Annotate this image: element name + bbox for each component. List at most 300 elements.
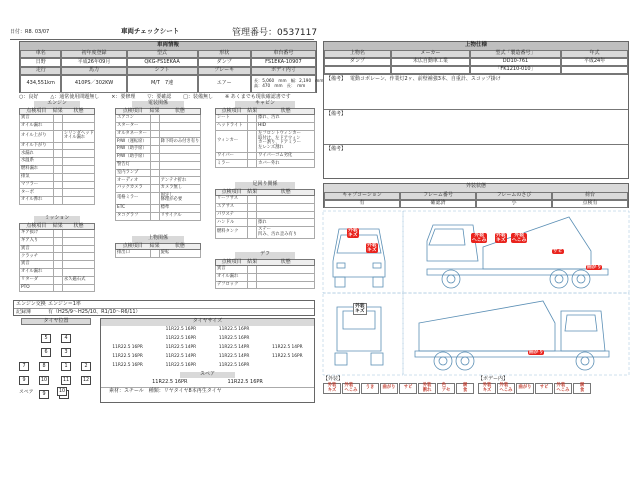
dpf-row <box>215 266 315 274</box>
frame-cell <box>247 204 257 211</box>
electric-cell <box>150 154 160 161</box>
upper-row <box>115 250 201 258</box>
tire-size-cell: 11R22.5 16PR <box>112 354 143 360</box>
engine-cell: 排気 <box>21 173 30 179</box>
electric-header-cell: 結果 <box>149 107 160 114</box>
tire-size-row <box>101 326 314 335</box>
electric-cell: 室内ランプ <box>117 169 139 175</box>
upper-spec-cell <box>391 66 470 74</box>
tire-position-1: 5 <box>41 334 51 343</box>
engine-cell <box>53 115 63 122</box>
vehicle-cell: 車台番号 <box>251 50 316 58</box>
mission-row <box>19 253 95 261</box>
cabin-header-cell: 状態 <box>280 107 291 114</box>
tire-position-4: 3 <box>61 348 71 357</box>
engine-cell <box>53 150 63 157</box>
mission-cell: 永久磁石式 <box>63 276 86 282</box>
tire-size-cell: 11R22.5 14PR <box>218 354 250 360</box>
frame-cell <box>247 212 257 219</box>
electric-row <box>115 170 201 178</box>
upper-spec-note <box>324 144 628 179</box>
electric-cell <box>150 146 160 153</box>
cabin-cell: シート <box>217 115 230 121</box>
mission-cell: ギア抜け <box>21 230 39 236</box>
cabin-row <box>215 153 315 161</box>
engine-cell <box>53 166 63 173</box>
engine-header <box>19 108 95 115</box>
cabin-section <box>215 101 315 168</box>
frame-cell: ハンドル <box>217 219 235 225</box>
tire-size-row <box>101 362 314 371</box>
upper-spec-cell <box>561 66 628 74</box>
tire-position-5: 7 <box>19 362 29 371</box>
upper-spec-cell: ダンプ <box>324 58 391 66</box>
electric-cell: 警告灯 <box>117 161 130 167</box>
cabin-row <box>215 160 315 168</box>
tire-position-11: 11 <box>61 376 71 385</box>
engine-row <box>19 131 95 143</box>
tire-size-cell: 11R22.5 16PR <box>112 345 143 351</box>
electric-section <box>115 101 201 221</box>
management-value: 0537117 <box>277 28 318 38</box>
engine-row <box>19 123 95 131</box>
tire-position-10: 10 <box>39 376 49 385</box>
body-dimensions <box>251 75 324 93</box>
electric-cell: 電格ミラー <box>117 195 139 201</box>
frame-header-cell: 結果 <box>247 188 258 195</box>
tire-position-6: 8 <box>39 362 49 371</box>
exterior-header-cell: 荷台 <box>552 192 628 200</box>
upper-spec-cell: 上物名 <box>324 50 391 58</box>
engine-row <box>19 189 95 197</box>
tire-position-12: 12 <box>81 376 91 385</box>
exterior-value-cell: 点検有 <box>552 200 628 208</box>
engine-cell <box>53 123 63 130</box>
note-label: 【備考】 <box>326 76 347 82</box>
mission-cell <box>53 253 63 260</box>
body-legend <box>478 377 630 394</box>
mission-cell: PTO <box>21 284 30 290</box>
vehicle-info-title: 車両情報 <box>20 42 316 50</box>
engine-change-label: エンジン交換 <box>16 300 46 307</box>
dpf-title: デフ <box>235 252 295 259</box>
electric-cell <box>150 162 160 169</box>
vehicle-cell: 434,551km <box>20 75 61 93</box>
mission-cell <box>53 269 63 276</box>
electric-cell <box>150 123 160 130</box>
electric-cell: P/W（助手席） <box>117 146 147 152</box>
electric-cell <box>150 213 160 220</box>
note-label: 【備考】 <box>326 146 347 152</box>
damage-mark-9: 曲がり <box>529 350 544 355</box>
damage-mark-2: 外装 キズ <box>367 243 377 254</box>
mission-cell <box>53 285 63 292</box>
vehicle-cell: 410PS／302KW <box>61 75 126 93</box>
electric-row <box>115 213 201 221</box>
upper-spec-note <box>324 74 628 109</box>
mission-cell <box>53 246 63 253</box>
vehicle-cell: 馬力 <box>61 67 126 75</box>
frame-cell: パワステ <box>217 211 234 217</box>
dpf-cell <box>247 282 257 289</box>
cabin-header-cell: 点検項目 <box>221 107 242 114</box>
exterior_legend-item: サビ <box>399 383 417 394</box>
electric-cell <box>150 205 160 212</box>
engine-row <box>19 158 95 166</box>
cabin-cell: HID <box>258 122 266 128</box>
exterior_legend-item: 腐 食 <box>456 383 474 394</box>
frame-cell <box>247 227 257 238</box>
frame-header <box>215 189 315 196</box>
electric-cell: オーディオ <box>117 177 139 183</box>
exterior-header-cell: フレーム番号 <box>400 192 476 200</box>
mission-row <box>19 277 95 285</box>
inspection-date: 日付：R8. 03/07 <box>10 29 50 35</box>
legend-item: □：装備無し <box>183 94 214 100</box>
electric-header-cell: 点検項目 <box>122 107 143 114</box>
engine-cell <box>53 182 63 189</box>
tire-size-cell: 11R22.5 16PR <box>272 354 303 360</box>
legend-item: ×：要修理 <box>111 94 136 100</box>
spare-position-label: スペア <box>19 390 34 395</box>
body_legend-item: 外装 へこみ <box>554 383 572 394</box>
engine-cell: 燃料漏れ <box>21 166 39 172</box>
mission-cell: 異音 <box>21 261 30 267</box>
management-label: 管理番号： <box>232 28 278 38</box>
tire-size-row <box>101 335 314 344</box>
electric-cell <box>150 177 160 184</box>
electric-cell: アンテナ折れ <box>160 177 187 183</box>
vehicle-cell: 平成26年09月 <box>61 58 126 67</box>
exterior_legend-item: 外装 キズ <box>323 383 341 394</box>
body_legend-item: サビ <box>535 383 553 394</box>
truck-diagram <box>323 211 629 375</box>
engine-cell <box>53 143 63 150</box>
engine-cell: オイル下がり <box>21 142 47 148</box>
tire-size-table <box>100 318 315 403</box>
electric-cell <box>150 131 160 138</box>
mission-cell: ギア入り <box>21 237 39 243</box>
upper-spec-cell: 年式 <box>561 50 628 58</box>
vehicle-cell: ダンプ <box>198 58 251 67</box>
electric-cell: P/W（助手席） <box>117 154 147 160</box>
spare-position-value: 10 <box>57 387 67 396</box>
exterior-legend-title: 【外装】 <box>323 376 344 382</box>
dpf-row <box>215 274 315 282</box>
vehicle-cell: 車名 <box>20 50 61 58</box>
dpf-cell: 異音 <box>217 266 226 272</box>
body_legend-item: 曲がり <box>516 383 534 394</box>
electric-cell <box>150 138 160 145</box>
exterior-value-cell: 小 <box>476 200 552 208</box>
vehicle-cell: ボディ内寸 <box>251 67 316 75</box>
upper-spec-note <box>324 109 628 144</box>
cabin-cell <box>247 131 257 152</box>
tire-position-2: 4 <box>61 334 71 343</box>
engine-cell <box>53 131 63 142</box>
engine-title: エンジン <box>34 101 80 108</box>
damage-mark-7: 曲がり <box>587 265 602 270</box>
electric-cell <box>150 115 160 122</box>
frame-cell: ステー 凹み、汚れ歪み有り <box>258 227 298 237</box>
cabin-header <box>215 108 315 115</box>
engine-row <box>19 174 95 182</box>
mission-title: ミッション <box>34 216 80 223</box>
dpf-cell <box>247 266 257 273</box>
engine-cell <box>53 189 63 196</box>
exterior-legend <box>323 377 475 394</box>
exterior-header-cell: フレームのさび <box>476 192 552 200</box>
mission-header <box>19 223 95 230</box>
engine-cell: オイル漏れ <box>21 122 43 128</box>
cabin-row <box>215 115 315 123</box>
tire-size-row <box>101 353 314 362</box>
tire-size-cell: 11R22.5 16PR <box>165 327 197 333</box>
body_legend-item: 腐 食 <box>573 383 591 394</box>
exterior-value-cell: 有 <box>324 200 400 208</box>
mission-cell <box>53 261 63 268</box>
spare-tire-size: 11R22.5 16PR <box>152 379 188 386</box>
vehicle-cell: エアー <box>198 75 251 93</box>
spare-tire-size-2: 11R22.5 16PR <box>227 379 263 386</box>
engine-cell <box>53 197 63 204</box>
electric-cell: 降下時のみ付き有り <box>160 138 200 144</box>
mission-cell: リターダ <box>21 276 39 282</box>
exterior-header-cell: キャブコーション <box>324 192 400 200</box>
electric-cell: P/W（運転席） <box>117 138 147 144</box>
cabin-cell <box>247 115 257 122</box>
frame-cell: エアサス <box>217 203 235 209</box>
frame-section <box>215 182 315 239</box>
mission-cell <box>53 230 63 237</box>
frame-row <box>215 227 315 239</box>
electric-cell: 標準 <box>160 205 170 211</box>
exterior-value-cell: 確認済 <box>400 200 476 208</box>
exterior_legend-item: 外装 へこみ <box>342 383 360 394</box>
engine-section <box>19 101 95 205</box>
damage-mark-3: 外装 へこみ <box>472 233 487 244</box>
frame-cell: 燃料タンク <box>217 229 239 235</box>
wheel-info: 素材：スチール 種類：リヤタイヤ8本再生タイヤ <box>101 387 314 395</box>
vehicle-cell: 初年度登録 <box>61 50 126 58</box>
tire-position-13: 9 <box>39 390 49 399</box>
legend-note: ※ あくまでも現状確認書です <box>225 94 291 100</box>
vehicle-cell: FS1EKA-10907 <box>251 58 316 67</box>
vehicle-cell: 日野 <box>20 58 61 67</box>
mission-header-cell: 状態 <box>73 222 84 229</box>
mission-cell <box>53 277 63 284</box>
electric-cell <box>150 170 160 177</box>
upper-header-cell: 点検項目 <box>122 242 143 249</box>
engine-cell <box>53 158 63 165</box>
exterior_legend-item: 曲がり <box>380 383 398 394</box>
tire-position-title: タイヤ位置 <box>21 318 91 325</box>
upper-header-cell: 結果 <box>149 242 160 249</box>
mission-header-cell: 結果 <box>52 222 63 229</box>
vehicle-info-table <box>19 41 324 93</box>
damage-mark-5: 外装 へこみ <box>512 233 527 244</box>
mission-row <box>19 269 95 277</box>
frame-title: 足回り関係 <box>235 182 295 189</box>
upper-spec-cell: 平成24年 <box>561 58 628 66</box>
mission-row <box>19 230 95 238</box>
mission-cell: クラッチ <box>21 253 39 259</box>
mission-cell: 異音 <box>21 245 30 251</box>
frame-row <box>215 196 315 204</box>
exterior_legend-item: 外装 割れ <box>418 383 436 394</box>
dpf-row <box>215 282 315 290</box>
exterior-status-table <box>323 183 629 208</box>
electric-row <box>115 193 201 205</box>
mission-row <box>19 246 95 254</box>
dpf-header <box>215 259 315 266</box>
tire-size-cell: 11R22.5 16PR <box>218 327 250 333</box>
body-dimension-line: 長：5,060 mm 幅：2,190 mm <box>253 78 324 84</box>
electric-cell <box>150 193 160 204</box>
cabin-row <box>215 131 315 153</box>
dpf-section <box>215 252 315 289</box>
cabin-cell: ワイパーゴム劣化 <box>258 152 293 158</box>
body-dimension-line: 高：470 mm 長： mm <box>253 83 306 88</box>
tire-size-cell: 11R22.5 14PR <box>165 345 197 351</box>
cabin-cell: ウィンカー <box>217 137 239 143</box>
body_legend-item: 外装 キズ <box>478 383 496 394</box>
records-box <box>13 300 315 316</box>
dpf-cell: デフロック <box>217 281 239 287</box>
electric-row <box>115 123 201 131</box>
tire-position-9: 9 <box>19 376 29 385</box>
tire-position-box <box>13 318 98 401</box>
electric-cell: スターター <box>117 122 139 128</box>
electric-cell: カメラ無し <box>160 185 183 191</box>
upper-title: 上物関係 <box>132 236 184 243</box>
spare-tire-label: スペア <box>180 372 235 378</box>
electric-row <box>115 146 201 154</box>
upper-spec-cell: メーカー <box>391 50 470 58</box>
legend-item: △：通常使用問題無し <box>50 94 100 100</box>
vehicle-cell: M/T 7速 <box>127 75 198 93</box>
electric-cell: エアコン <box>117 115 134 121</box>
upper-spec-cell: 未広自動車工業 <box>391 58 470 66</box>
tire-size-cell: 11R22.5 16PR <box>165 363 197 369</box>
exterior_legend-item: うき <box>361 383 379 394</box>
frame-header-cell: 状態 <box>280 188 291 195</box>
note-text: 電動コボレーン、作業灯2ヶ、前壁補強3本、自重計、スコップ掛け <box>350 76 501 82</box>
dpf-cell <box>247 274 257 281</box>
upper-spec-table <box>323 41 629 179</box>
tire-position-3: 6 <box>41 348 51 357</box>
electric-title: 電装関係 <box>132 101 184 108</box>
upper-spec-cell: DD10-761 <box>470 58 561 66</box>
upper-section <box>115 236 201 258</box>
exterior_legend-item: 色 アセ <box>437 383 455 394</box>
tire-size-row <box>101 344 314 353</box>
dpf-header-cell: 点検項目 <box>221 258 242 265</box>
upper-spec-title: 上物仕様 <box>324 42 628 50</box>
engine-row <box>19 115 95 123</box>
mission-cell <box>53 238 63 245</box>
dpf-header-cell: 結果 <box>247 258 258 265</box>
upper-header-cell: 状態 <box>174 242 185 249</box>
tire-size-cell: 11R22.5 16PR <box>218 336 250 342</box>
electric-row <box>115 185 201 193</box>
damage-mark-8: 外装 キズ <box>355 304 365 315</box>
damage-mark-6: サビ <box>553 249 563 254</box>
upper-spec-cell: 型式「製造番号」 <box>470 50 561 58</box>
vehicle-cell: QKG-FS1EKAA <box>127 58 198 67</box>
upper-spec-cell: 「FK1210-010」 <box>470 66 561 74</box>
cabin-cell: 左フロントウィンカー 取付け、左ドアウィン カー割り、ドアミラー 左レンズ割れ <box>258 131 301 150</box>
dpf-header-cell: 状態 <box>280 258 291 265</box>
electric-row <box>115 115 201 123</box>
tire-size-cell: 11R22.5 14PR <box>165 354 197 360</box>
frame-row <box>215 204 315 212</box>
management-number <box>232 28 317 38</box>
tire-position-7: 1 <box>61 362 71 371</box>
engine-cell: 水漏れ <box>21 150 34 156</box>
damage-mark-4: 外装 キズ <box>496 233 506 244</box>
record-book-label: 記録簿 <box>16 309 32 316</box>
upper-cell: 排出口 <box>117 250 130 256</box>
body-legend-title: 【ボデー内】 <box>478 376 509 382</box>
cabin-cell <box>247 153 257 160</box>
electric-cell: 固定し 修理が必要 <box>160 192 183 203</box>
frame-row <box>215 212 315 220</box>
upper-spec-cell <box>324 66 391 74</box>
mission-section <box>19 216 95 292</box>
tire-size-cell: 11R22.5 14PR <box>272 345 303 351</box>
tire-size-title: タイヤサイズ <box>101 319 314 326</box>
cabin-cell: ヘッドライト <box>217 122 243 128</box>
vehicle-cell: 走行 <box>20 67 61 75</box>
mission-header-cell: 点検項目 <box>26 222 47 229</box>
electric-cell <box>150 185 160 192</box>
upper-cell: 旋転 <box>160 250 170 256</box>
mission-row <box>19 285 95 293</box>
vehicle-cell: 型式 <box>127 50 198 58</box>
tire-size-cell: 11R22.5 16PR <box>218 363 250 369</box>
cabin-cell: ミラー <box>217 160 230 166</box>
cabin-row <box>215 123 315 131</box>
mission-row <box>19 238 95 246</box>
frame-cell: リーフサス <box>217 196 239 202</box>
electric-row <box>115 131 201 139</box>
cabin-title: キャビン <box>235 101 295 108</box>
body_legend-item: 外装 へこみ <box>497 383 515 394</box>
mission-cell: オイル漏れ <box>21 269 43 275</box>
cabin-header-cell: 結果 <box>247 107 258 114</box>
frame-cell <box>247 196 257 203</box>
engine-row <box>19 197 95 205</box>
engine-row <box>19 143 95 151</box>
electric-row <box>115 162 201 170</box>
electric-header <box>115 108 201 115</box>
upper-cell <box>150 250 160 257</box>
engine-cell: ターボ <box>21 189 34 195</box>
cabin-cell: 擦れ、汚れ <box>258 115 280 121</box>
engine-cell: 異音 <box>21 115 30 121</box>
engine-cell: シリンダヘッド オイル漏れ <box>63 130 94 141</box>
frame-header-cell: 点検項目 <box>221 188 242 195</box>
exterior-status-title: 外装状態 <box>324 184 628 192</box>
engine-header-cell: 状態 <box>73 107 84 114</box>
engine-row <box>19 182 95 190</box>
engine-cell: オイル上がり <box>21 132 47 138</box>
tire-position-8: 2 <box>81 362 91 371</box>
electric-cell: オルタネーター <box>117 130 147 136</box>
cabin-cell: カバー外れ <box>258 160 280 166</box>
damage-mark-1: 外装 キズ <box>348 228 358 239</box>
